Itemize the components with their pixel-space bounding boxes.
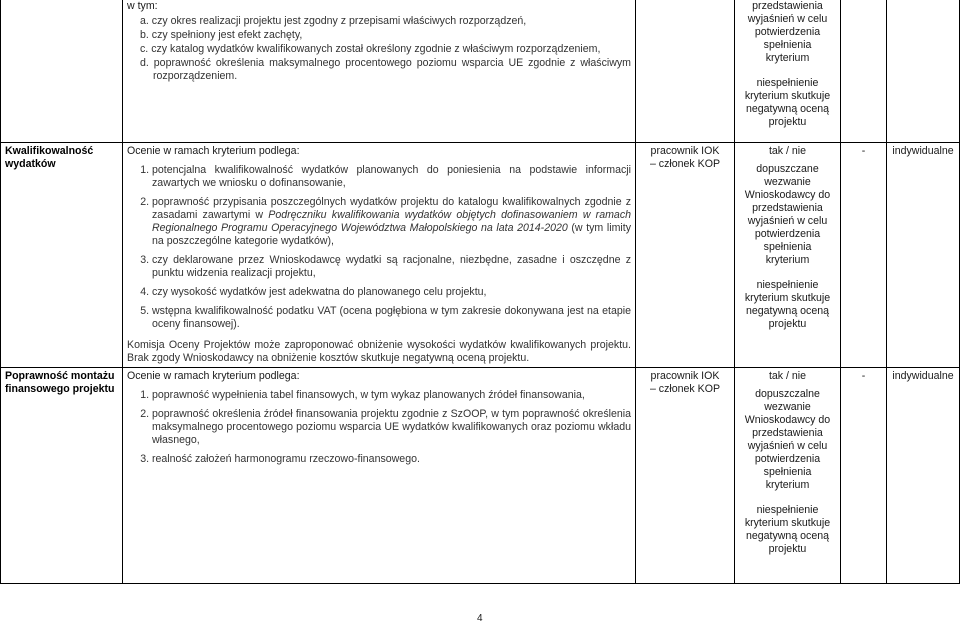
intro-text: w tym: [127,0,158,12]
verdict-line: kryterium [765,52,810,64]
list-item: 2. poprawność przypisania poszczególnych wydatków projektu do katalogu kwalifikowalnych zgodnie z zasadami zawartymi w Podręczniku kwalifikowania wydatków objętych dofinasowaniem w ramach Regionalnego Programu Operacyjnego Województwa Małopolskiego na lata 2014-2020 (w tym limity na poszczególne kategorie wydatków), [152,196,631,248]
intro-text: Ocenie w ramach kryterium podlega: [127,370,300,382]
list-item: 4. czy wysokość wydatków jest adekwatna do planowanego celu projektu, [152,286,631,299]
weight-cell-empty [841,0,887,143]
item-list [127,389,631,466]
verdict-line: spełnienia [763,241,812,253]
page-number: 4 [477,613,483,624]
description-cell [123,0,636,143]
verdict-line: wyjaśnień w celu [747,215,828,227]
verdict-line: kryterium skutkuje [744,90,831,102]
verdict-line: Wnioskodawcy do [744,189,831,201]
table-row [1,143,960,368]
list-item: d. poprawność określenia maksymalnego procentowego poziomu wsparcia UE zgodnie z właściwym rozporządzeniem. [140,57,631,83]
type-cell-empty [887,0,960,143]
verdict-cell [735,0,841,143]
verdict-head: tak / nie [768,145,807,157]
verdict-line: spełnienia [763,466,812,478]
verdict-line: negatywną oceną [745,530,830,542]
description-cell [123,368,636,584]
note-text: Komisja Oceny Projektów może zaproponować obniżenie wysokości wydatków kwalifikowanych projektu. Brak zgody Wnioskodawcy na obniżenie kosztów skutkuje negatywną oceną projektu. [127,339,631,364]
item-list [127,164,631,331]
evaluator-line: – członek KOP [649,383,721,395]
verdict-line: niespełnienie [756,504,819,516]
verdict-line: kryterium skutkuje [744,292,831,304]
verdict-line: wyjaśnień w celu [747,13,828,25]
criterion-name: Poprawność montażu finansowego projektu [1,368,123,584]
verdict-line: dopuszczalne [755,388,820,400]
verdict-line: przedstawienia [752,427,823,439]
verdict-line: projektu [768,116,807,128]
list-item: 1. poprawność wypełnienia tabel finansowych, w tym wykaz planowanych źródeł finansowania, [152,389,631,402]
type-cell: indywidualne [887,143,960,368]
list-item: b. czy spełniony jest efekt zachęty, [140,29,631,42]
evaluator-line: – członek KOP [649,158,721,170]
verdict-line: potwierdzenia [754,26,821,38]
list-item: a. czy okres realizacji projektu jest zgodny z przepisami właściwych rozporządzeń, [140,15,631,28]
verdict-line: negatywną oceną [745,103,830,115]
verdict-line: wyjaśnień w celu [747,440,828,452]
list-item: 5. wstępna kwalifikowalność podatku VAT (ocena pogłębiona w tym zakresie dokonywana jest na etapie oceny finansowej). [152,305,631,331]
verdict-line: przedstawienia [752,0,823,12]
list-item: 2. poprawność określenia źródeł finansowania projektu zgodnie z SzOOP, w tym poprawność określenia maksymalnego procentowego poziomu wsparcia UE wydatków kwalifikowanych oraz poziomu wkładu własnego, [152,408,631,447]
evaluator-line: pracownik IOK [650,370,720,382]
criterion-cell-empty [1,0,123,143]
verdict-head: tak / nie [768,370,807,382]
verdict-line: wezwanie [764,176,811,188]
verdict-cell [735,368,841,584]
verdict-line: niespełnienie [756,77,819,89]
table-row-continued [1,0,960,143]
verdict-line: wezwanie [764,401,811,413]
evaluator-cell [636,143,735,368]
weight-cell: - [841,143,887,368]
list-item: 1. potencjalna kwalifikowalność wydatków planowanych do poniesienia na podstawie informacji zawartych we wniosku o dofinansowanie, [152,164,631,190]
criterion-name: Kwalifikowalność wydatków [1,143,123,368]
verdict-line: potwierdzenia [754,228,821,240]
subitem-list [127,15,631,83]
verdict-line: spełnienia [763,39,812,51]
verdict-line: negatywną oceną [745,305,830,317]
type-cell: indywidualne [887,368,960,584]
list-item: 3. realność założeń harmonogramu rzeczowo-finansowego. [152,453,631,466]
evaluator-line: pracownik IOK [650,145,720,157]
weight-cell: - [841,368,887,584]
verdict-line: potwierdzenia [754,453,821,465]
list-item: 3. czy deklarowane przez Wnioskodawcę wydatki są racjonalne, niezbędne, zasadne i oszczędne z punktu widzenia realizacji projektu, [152,254,631,280]
list-item: c. czy katalog wydatków kwalifikowanych został określony zgodnie z właściwym rozporządzeniem, [140,43,631,56]
verdict-line: kryterium [765,254,810,266]
verdict-line: niespełnienie [756,279,819,291]
verdict-line: przedstawienia [752,202,823,214]
evaluator-cell [636,368,735,584]
table-row [1,368,960,584]
description-cell [123,143,636,368]
verdict-line: projektu [768,543,807,555]
verdict-line: Wnioskodawcy do [744,414,831,426]
verdict-cell [735,143,841,368]
verdict-line: kryterium [765,479,810,491]
verdict-line: dopuszczane [756,163,819,175]
verdict-line: kryterium skutkuje [744,517,831,529]
verdict-line: projektu [768,318,807,330]
evaluator-cell-empty [636,0,735,143]
intro-text: Ocenie w ramach kryterium podlega: [127,145,300,157]
